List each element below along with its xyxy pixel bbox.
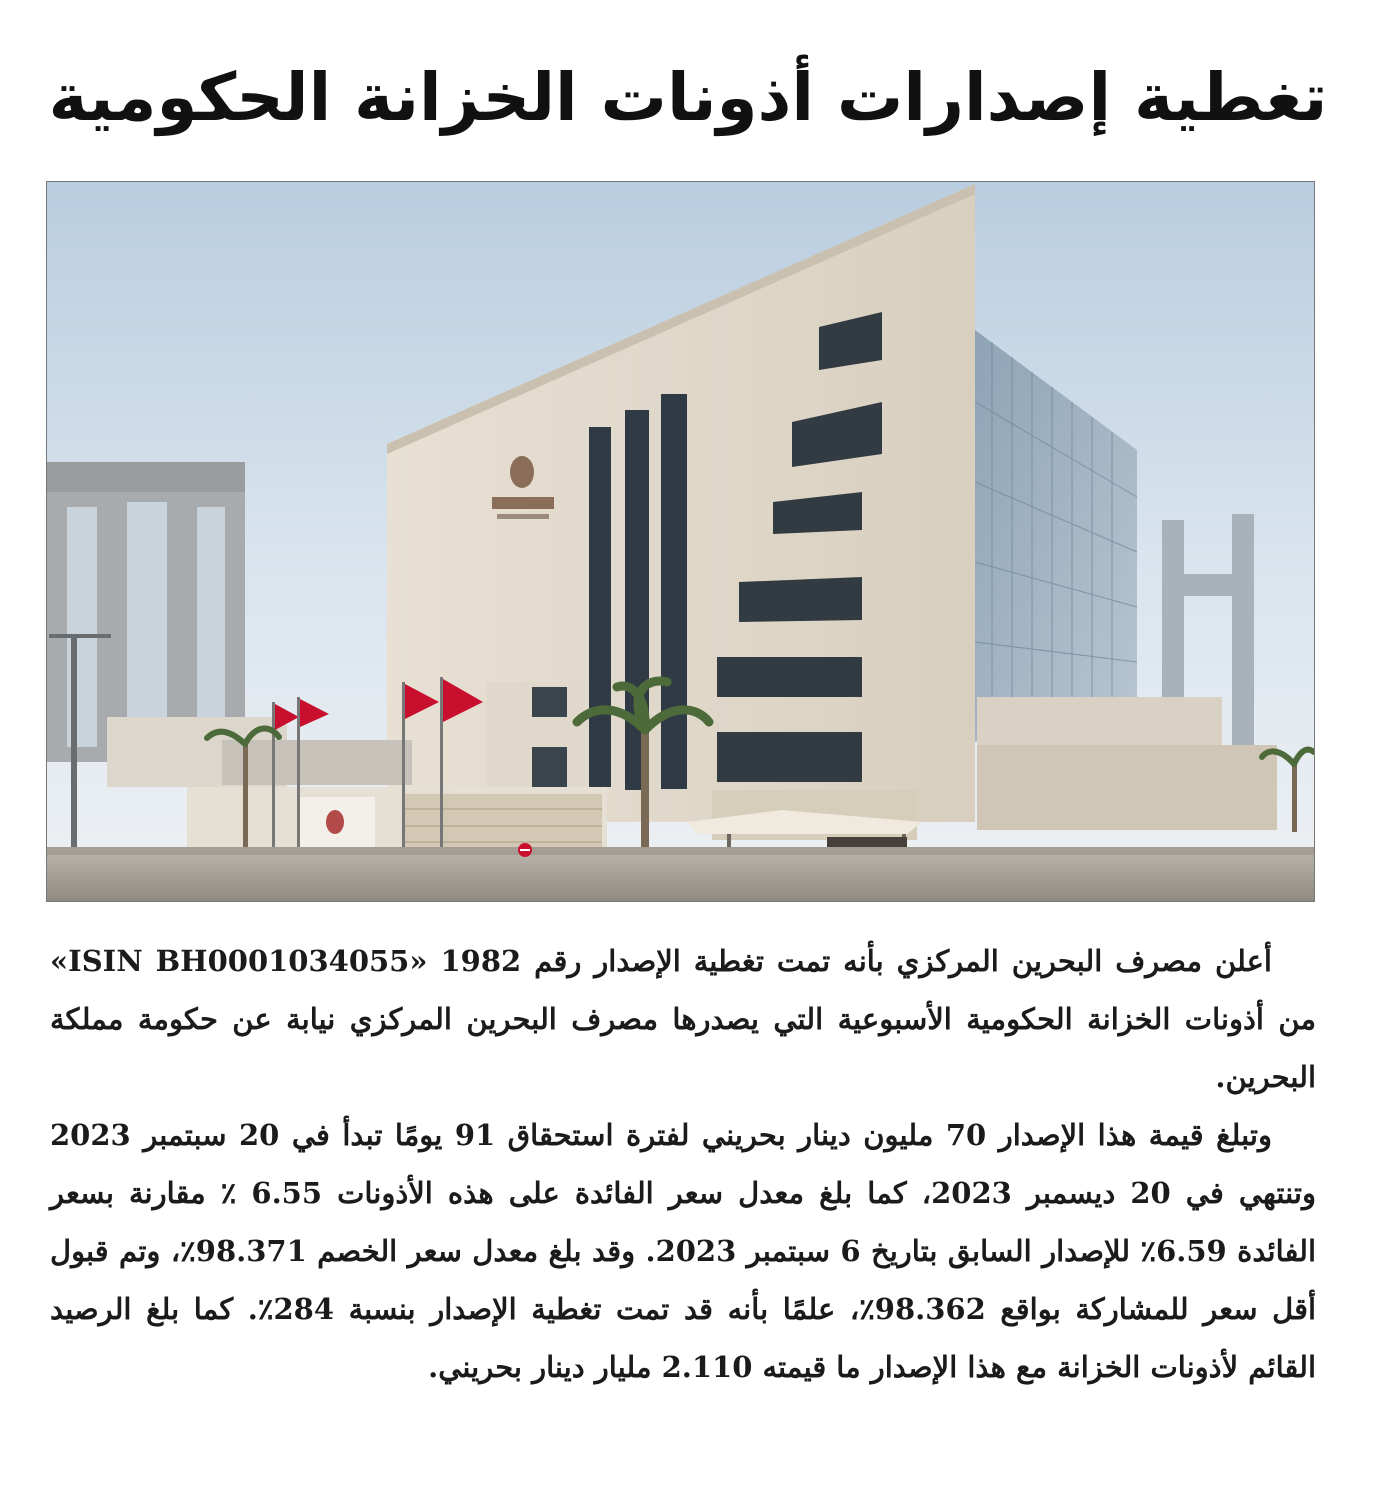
article-headline: تغطية إصدارات أذونات الخزانة الحكومية: [48, 59, 1328, 136]
article-body: [50, 932, 1316, 1396]
article-paragraph: أعلن مصرف البحرين المركزي بأنه تمت تغطية الإصدار رقم 1982 «ISIN BH0001034055» من أذونات الخزانة الحكومية الأسبوعية التي يصدرها مصرف البحرين المركزي نيابة عن حكومة مملكة البحرين.: [50, 944, 1316, 1094]
article-paragraph: وتبلغ قيمة هذا الإصدار 70 مليون دينار بحريني لفترة استحقاق 91 يومًا تبدأ في 20 سبتمبر 2023 وتنتهي في 20 ديسمبر 2023، كما بلغ معدل سعر الفائدة على هذه الأذونات 6.55 ٪ مقارنة بسعر الفائدة 6.59٪ للإصدار السابق بتاريخ 6 سبتمبر 2023. وقد بلغ معدل سعر الخصم 98.371٪، وتم قبول أقل سعر للمشاركة بواقع 98.362٪، علمًا بأنه قد تمت تغطية الإصدار بنسبة 284٪. كما بلغ الرصيد القائم لأذونات الخزانة مع هذا الإصدار ما قيمته 2.110 مليار دينار بحريني.: [50, 1118, 1317, 1384]
article-photo: [46, 181, 1315, 902]
central-bank-building-illustration: [47, 182, 1314, 901]
road: [47, 852, 1314, 901]
